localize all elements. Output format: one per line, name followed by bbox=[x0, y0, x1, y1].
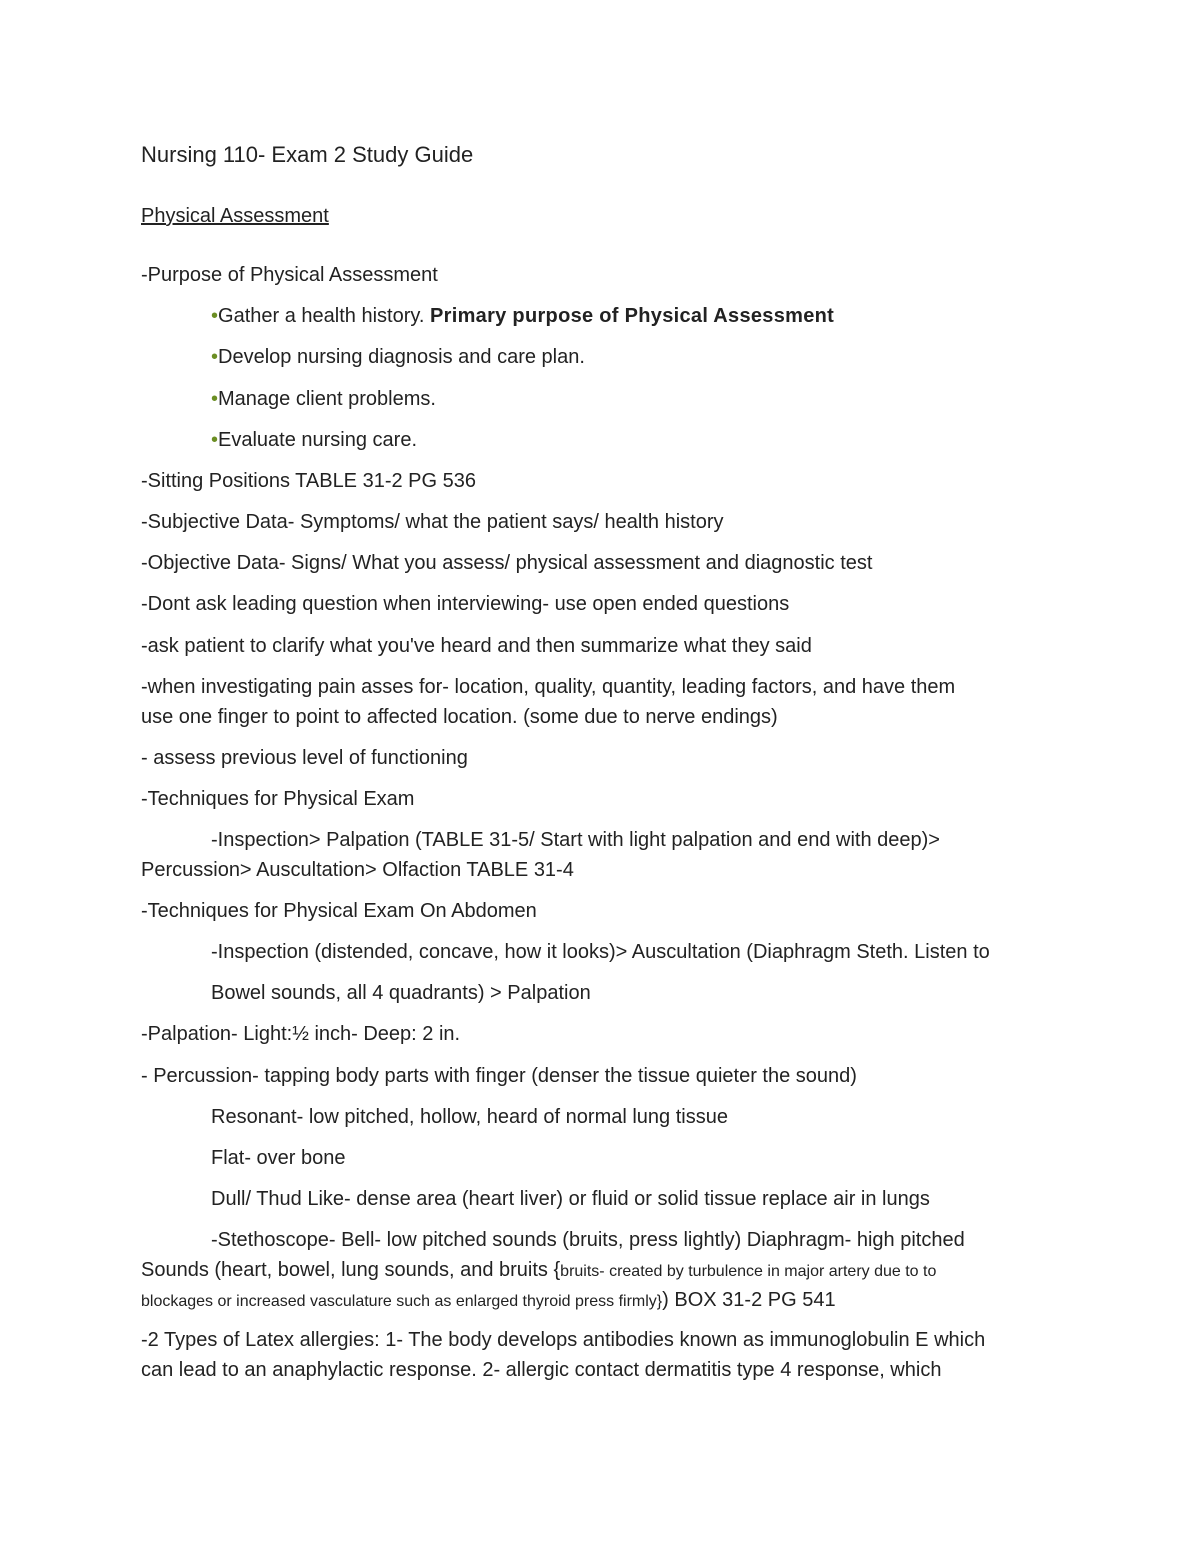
line-percussion: - Percussion- tapping body parts with finger (denser the tissue quieter the sound) bbox=[141, 1065, 857, 1087]
line-leading-questions: -Dont ask leading question when interviewing- use open ended questions bbox=[141, 593, 790, 615]
line-dull: Dull/ Thud Like- dense area (heart liver) or fluid or solid tissue replace air in lungs bbox=[211, 1188, 930, 1210]
steth-3-text: ) BOX 31-2 PG 541 bbox=[662, 1289, 836, 1311]
bullet-icon: • bbox=[211, 388, 219, 410]
line-abdomen-sub-2: Bowel sounds, all 4 quadrants) > Palpation bbox=[211, 982, 591, 1004]
purpose-bullet-3 bbox=[211, 384, 436, 414]
line-stethoscope-3 bbox=[141, 1285, 836, 1317]
steth-3-small-text: blockages or increased vasculature such as enlarged thyroid press firmly} bbox=[141, 1293, 663, 1310]
purpose-bullet-4 bbox=[211, 425, 417, 455]
steth-2-text: Sounds (heart, bowel, lung sounds, and bruits { bbox=[141, 1259, 561, 1281]
line-techniques-sub-2: Percussion> Auscultation> Olfaction TABLE 31-4 bbox=[141, 859, 574, 881]
bullet-text: Develop nursing diagnosis and care plan. bbox=[218, 346, 585, 368]
line-objective-data: -Objective Data- Signs/ What you assess/ physical assessment and diagnostic test bbox=[141, 552, 873, 574]
line-pain-2: use one finger to point to affected location. (some due to nerve endings) bbox=[141, 706, 778, 728]
line-flat: Flat- over bone bbox=[211, 1147, 346, 1169]
line-subjective-data: -Subjective Data- Symptoms/ what the patient says/ health history bbox=[141, 511, 724, 533]
purpose-bullet-1 bbox=[211, 301, 834, 331]
bullet-text: Manage client problems. bbox=[218, 388, 436, 410]
line-palpation: -Palpation- Light:½ inch- Deep: 2 in. bbox=[141, 1023, 461, 1045]
line-stethoscope-1: -Stethoscope- Bell- low pitched sounds (bruits, press lightly) Diaphragm- high pitched bbox=[211, 1229, 965, 1251]
line-latex-1: -2 Types of Latex allergies: 1- The body develops antibodies known as immunoglobulin E which bbox=[141, 1329, 986, 1351]
line-previous-function: - assess previous level of functioning bbox=[141, 747, 468, 769]
bullet-emphasis: Primary purpose of Physical Assessment bbox=[429, 305, 835, 327]
section-heading-physical-assessment: Physical Assessment bbox=[141, 205, 329, 227]
line-resonant: Resonant- low pitched, hollow, heard of normal lung tissue bbox=[211, 1106, 728, 1128]
bullet-icon: • bbox=[211, 346, 219, 368]
bullet-text: Gather a health history. bbox=[218, 305, 430, 327]
line-techniques: -Techniques for Physical Exam bbox=[141, 788, 415, 810]
line-abdomen-sub-1: -Inspection (distended, concave, how it looks)> Auscultation (Diaphragm Steth. Listen to bbox=[211, 941, 990, 963]
bullet-icon: • bbox=[211, 429, 219, 451]
line-techniques-sub-1: -Inspection> Palpation (TABLE 31-5/ Start with light palpation and end with deep)> bbox=[211, 829, 940, 851]
line-clarify: -ask patient to clarify what you've heard and then summarize what they said bbox=[141, 635, 812, 657]
bullet-icon: • bbox=[211, 305, 219, 327]
purpose-heading: -Purpose of Physical Assessment bbox=[141, 264, 438, 286]
steth-2-small-text: bruits- created by turbulence in major artery due to to bbox=[560, 1263, 937, 1280]
document-title: Nursing 110- Exam 2 Study Guide bbox=[141, 142, 474, 167]
line-sitting-positions: -Sitting Positions TABLE 31-2 PG 536 bbox=[141, 470, 476, 492]
bullet-text: Evaluate nursing care. bbox=[218, 429, 418, 451]
purpose-bullet-2 bbox=[211, 342, 585, 372]
line-latex-2: can lead to an anaphylactic response. 2- allergic contact dermatitis type 4 response, which bbox=[141, 1359, 942, 1381]
line-stethoscope-2 bbox=[141, 1255, 936, 1287]
line-pain-1: -when investigating pain asses for- location, quality, quantity, leading factors, and have them bbox=[141, 676, 956, 698]
line-abdomen: -Techniques for Physical Exam On Abdomen bbox=[141, 900, 537, 922]
